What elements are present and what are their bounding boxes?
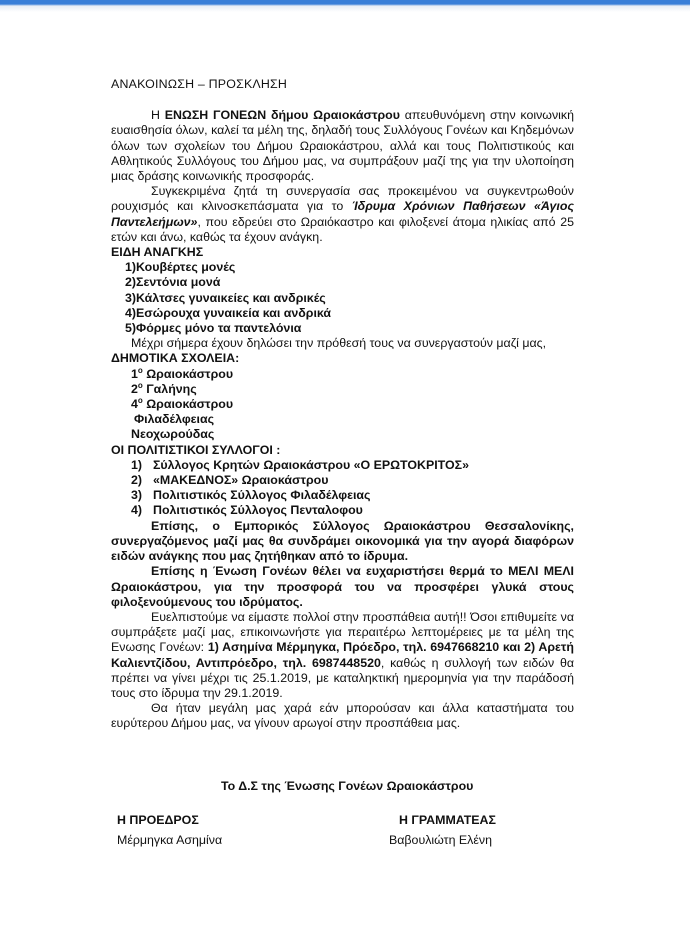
signature-secretary [389, 810, 496, 850]
trade-paragraph: Επίσης, ο Εμπορικός Σύλλογος Ωραιοκάστρου Θεσσαλονίκης, συνεργαζόμενος μαζί μας θα συνδράμει οικονομικά για την αγορά διαφόρων ειδών ανάγκης που μας ζητήθηκαν από το ίδρυμα. [111, 518, 574, 564]
club-num: 4) [131, 503, 143, 518]
club-name: Σύλλογος Κρητών Ωραιοκάστρου «Ο ΕΡΩΤΟΚΡΙΤΟΣ» [153, 457, 469, 472]
schools-title: ΔΗΜΟΤΙΚΑ ΣΧΟΛΕΙΑ: [111, 351, 240, 366]
secretary-title: Η ΓΡΑΜΜΑΤΕΑΣ [399, 813, 496, 827]
school-name: Ωραιοκάστρου [142, 366, 234, 381]
school-name: Νεοχωρούδας [131, 427, 215, 442]
club-name: «ΜΑΚΕΔΝΟΣ» Ωραιοκάστρου [153, 473, 329, 488]
needs-item: 1)Κουβέρτες μονές [125, 260, 236, 275]
needs-item: 3)Κάλτσες γυναικείες και ανδρικές [125, 290, 326, 305]
intro-paragraph [111, 108, 574, 184]
request-pre: Συγκεκριμένα ζητά τη συνεργασία σας προκειμένου να συγκεντρωθούν ρουχισμός και κλινοσκεπάσματα για το [111, 184, 574, 214]
needs-item: 5)Φόρμες μόνο τα παντελόνια [125, 321, 302, 336]
school-sup: ο [137, 380, 143, 390]
footer-organization: Το Δ.Σ της Ένωσης Γονέων Ωραιοκάστρου [221, 779, 474, 793]
president-title: Η ΠΡΟΕΔΡΟΣ [117, 813, 199, 827]
contact-people: 1) Ασημίνα Μέρμηγκα, Πρόεδρο, τηλ. 6947668210 και 2) Αρετή Καλιεντζίδου, Αντιπρόεδρο, τηλ. 6987448520 [111, 640, 575, 670]
declared-line: Μέχρι σήμερα έχουν δηλώσει την πρόθεσή τους να συνεργαστούν μαζί μας, [131, 336, 547, 351]
club-num: 1) [131, 457, 143, 472]
needs-item: 4)Εσώρουχα γυναικεία και ανδρικά [125, 305, 332, 320]
contact-pre: Ευελπιστούμε να είμαστε πολλοί στην προσπάθεια αυτή!! Όσοι επιθυμείτε να συμπράξετε μαζί μας, επικοινωνήστε για περαιτέρω λεπτομέρειες με τα μέλη της Ενωσης Γονέων: [111, 609, 574, 655]
request-post: , που εδρεύει στο Ωραιόκαστρο και φιλοξενεί άτομα ηλικίας από 25 ετών και άνω, καθώς τα έχουν ανάγκη. [111, 214, 574, 244]
school-name: Φιλαδέλφειας [134, 412, 215, 427]
school-item [111, 412, 574, 427]
school-num: 4 [131, 397, 138, 412]
intro-org: ΕΝΩΣΗ ΓΟΝΕΩΝ δήμου Ωραιοκάστρου [164, 108, 400, 123]
needs-item: 2)Σεντόνια μονά [125, 275, 221, 290]
school-name: Γαλήνης [142, 381, 197, 396]
needs-title: ΕΙΔΗ ΑΝΑΓΚΗΣ [111, 245, 204, 260]
contact-post: , καθώς η συλλογή των ειδών θα πρέπει να γίνει μέχρι τις 25.1.2019, με καταληκτική ημερομηνία για την παράδοσή τους στο ίδρυμα την 29.1.2019. [111, 655, 575, 700]
club-item [111, 473, 574, 488]
club-num: 3) [131, 488, 143, 503]
secretary-name: Βαβουλιώτη Ελένη [389, 833, 492, 847]
club-num: 2) [131, 473, 143, 488]
document-heading: ΑΝΑΚΟΙΝΩΣΗ – ΠΡΟΣΚΛΗΣΗ [111, 77, 288, 91]
school-sup: ο [137, 395, 143, 405]
school-name: Ωραιοκάστρου [142, 397, 234, 412]
school-item [111, 382, 574, 397]
club-item [111, 488, 574, 503]
clubs-title: ΟΙ ΠΟΛΙΤΙΣΤΙΚΟΙ ΣΥΛΛΟΓΟΙ : [111, 442, 281, 457]
request-paragraph [111, 184, 574, 245]
document-body [111, 77, 574, 732]
school-num: 1 [131, 366, 138, 381]
intro-pre: Η [151, 108, 165, 123]
intro-post: απευθυνόμενη στην κοινωνική ευαισθησία όλων, καλεί τα μέλη της, δηλαδή τους Συλλόγους Γονέων και Κηδεμόνων όλων των σχολείων του Δήμου Ωραιοκάστρου, αλλά και τους Πολιτιστικούς και Αθλητικούς Συλλόγους του Δήμου μας, να συμπράξουν μαζί της για την υλοποίηση μιας δράσης κοινωνικής προσφοράς. [111, 108, 574, 184]
contact-paragraph [111, 610, 574, 701]
club-name: Πολιτιστικός Σύλλογος Πενταλοφου [153, 503, 363, 518]
schools-list [111, 367, 574, 443]
thanks-paragraph: Επίσης η Ένωση Γονέων θέλει να ευχαριστήσει θερμά το ΜΕΛΙ ΜΕΛΙ Ωραιοκάστρου, για την προσφορά του να προσφέρει γλυκά στους φιλοξενούμενους του ιδρύματος. [111, 564, 574, 609]
club-name: Πολιτιστικός Σύλλογος Φιλαδέλφειας [153, 488, 371, 503]
club-item [111, 503, 574, 518]
closing-paragraph: Θα ήταν μεγάλη μας χαρά εάν μπορούσαν και άλλα καταστήματα του ευρύτερου Δήμου μας, να γίνουν αρωγοί στην προσπάθεια μας. [111, 701, 574, 731]
school-sup: ο [137, 365, 143, 375]
signature-president [117, 810, 222, 850]
viewer-top-bar [0, 0, 690, 12]
school-num: 2 [131, 381, 138, 396]
clubs-list [111, 458, 574, 519]
school-item [111, 397, 574, 412]
request-institution: Ίδρυμα Χρόνιων Παθήσεων «Άγιος Παντελεήμων» [111, 199, 574, 229]
club-item [111, 458, 574, 473]
school-item [111, 427, 574, 442]
needs-list [111, 260, 574, 336]
president-name: Μέρμηγκα Ασημίνα [117, 833, 223, 847]
school-item [111, 367, 574, 382]
